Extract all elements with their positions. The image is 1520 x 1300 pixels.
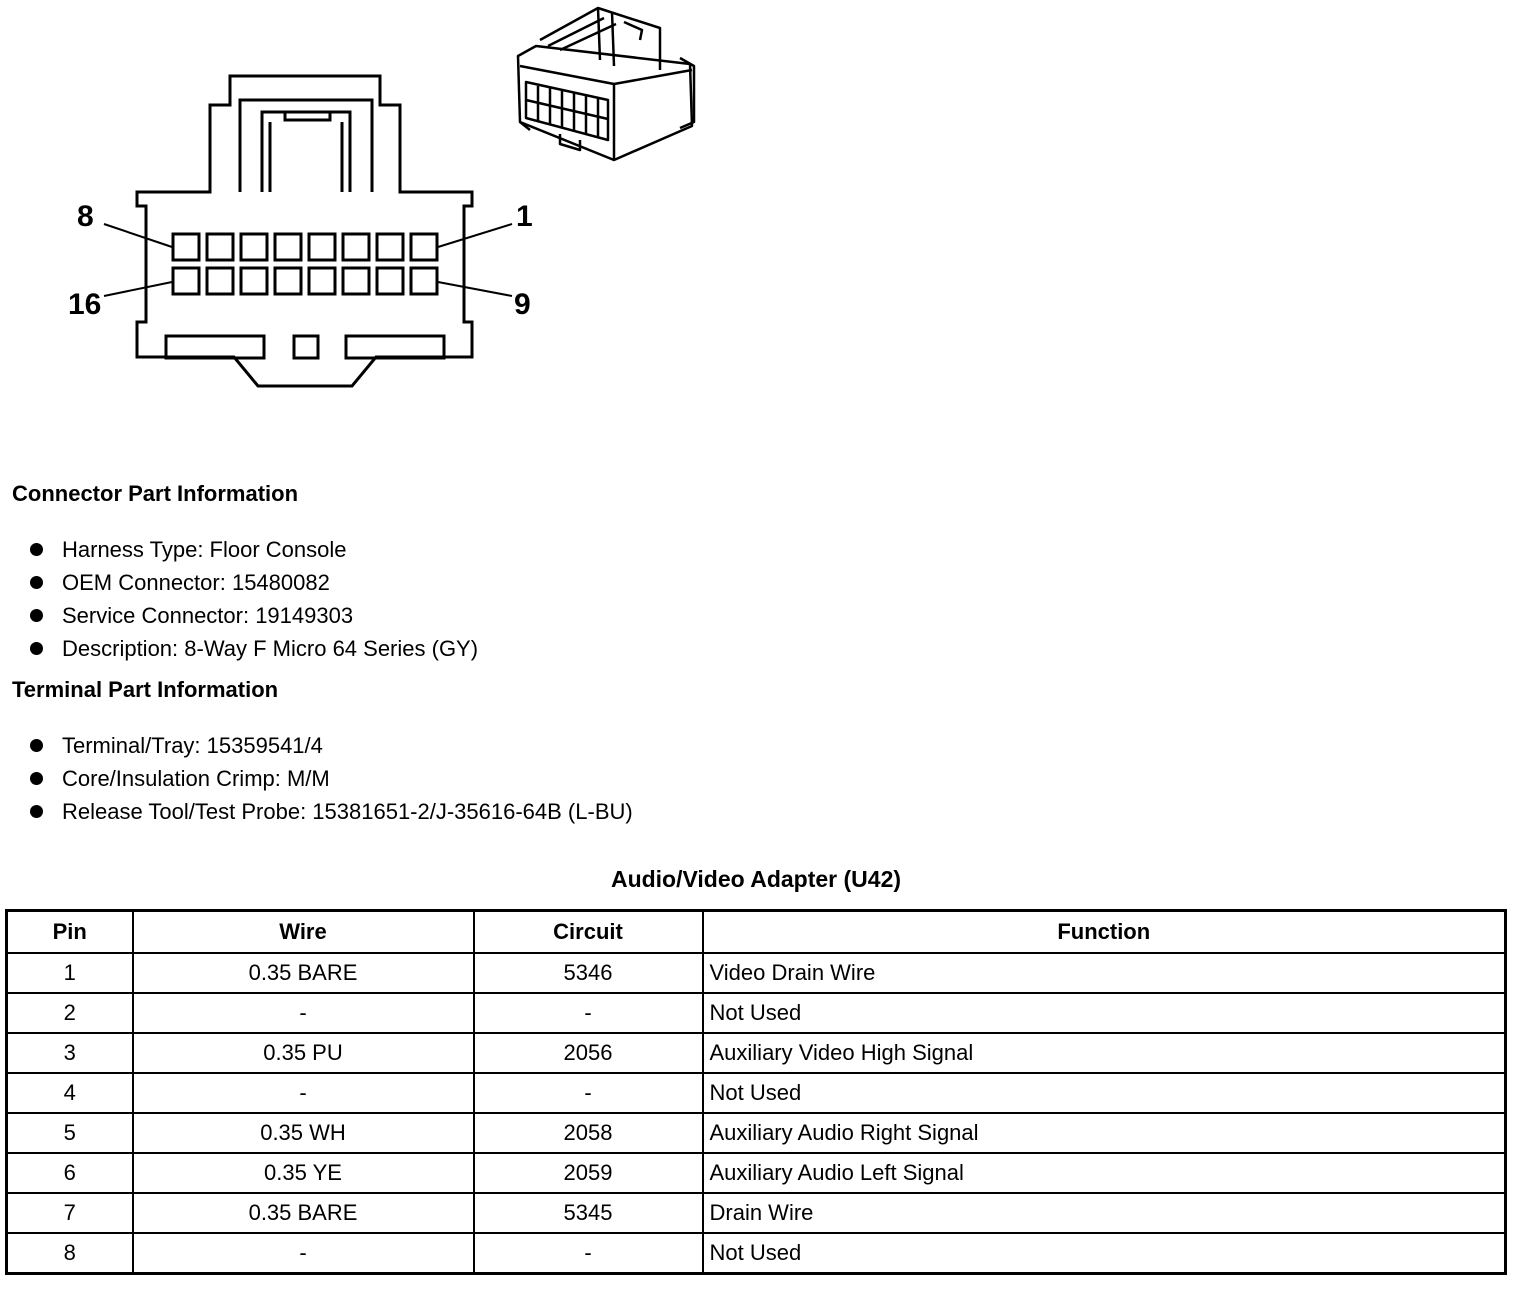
cell-pin: 5	[7, 1113, 133, 1153]
cell-wire: -	[133, 1073, 474, 1113]
list-item: Terminal/Tray: 15359541/4	[30, 729, 633, 762]
bullet-icon	[30, 739, 43, 752]
pin-cavity	[173, 234, 199, 260]
pin-cavity	[173, 268, 199, 294]
pin-cavity	[309, 268, 335, 294]
cell-circuit: 2059	[474, 1153, 703, 1193]
cell-circuit: 2058	[474, 1113, 703, 1153]
table-title: Audio/Video Adapter (U42)	[610, 866, 902, 892]
column-header-circuit: Circuit	[474, 911, 703, 954]
cell-wire: -	[133, 993, 474, 1033]
cell-pin: 3	[7, 1033, 133, 1073]
cell-circuit: 5345	[474, 1193, 703, 1233]
connector-3d-view	[518, 8, 694, 160]
table-row	[7, 1233, 1506, 1274]
cell-pin: 7	[7, 1193, 133, 1233]
cell-wire: 0.35 WH	[133, 1113, 474, 1153]
bullet-icon	[30, 805, 43, 818]
bottom-key-left	[166, 336, 264, 358]
list-item: Harness Type: Floor Console	[30, 533, 478, 566]
pin-label-16: 16	[68, 288, 102, 321]
list-item: Core/Insulation Crimp: M/M	[30, 762, 633, 795]
cell-pin: 6	[7, 1153, 133, 1193]
cell-wire: 0.35 YE	[133, 1153, 474, 1193]
cell-pin: 4	[7, 1073, 133, 1113]
pin-table	[5, 909, 1507, 1275]
leader-line-1	[438, 224, 512, 247]
cell-function: Drain Wire	[703, 1193, 1506, 1233]
cell-function: Video Drain Wire	[703, 953, 1506, 993]
cell-function: Not Used	[703, 1073, 1506, 1113]
cell-function: Auxiliary Audio Left Signal	[703, 1153, 1506, 1193]
bullet-icon	[30, 642, 43, 655]
pin-cavity	[411, 234, 437, 260]
bullet-icon	[30, 576, 43, 589]
pin-cavity	[377, 268, 403, 294]
cell-pin: 2	[7, 993, 133, 1033]
pin-cavity	[309, 234, 335, 260]
cell-circuit: -	[474, 1073, 703, 1113]
cell-function: Not Used	[703, 1233, 1506, 1274]
bottom-key-right	[346, 336, 444, 358]
pin-cavity	[411, 268, 437, 294]
cell-function: Auxiliary Audio Right Signal	[703, 1113, 1506, 1153]
cell-circuit: 2056	[474, 1033, 703, 1073]
pin-cavity	[343, 268, 369, 294]
cell-pin: 1	[7, 953, 133, 993]
connector-info-heading: Connector Part Information	[12, 481, 299, 506]
table-row	[7, 1113, 1506, 1153]
pin-cavity	[207, 268, 233, 294]
cell-wire: 0.35 PU	[133, 1033, 474, 1073]
list-item: Release Tool/Test Probe: 15381651-2/J-35616-64B (L-BU)	[30, 795, 633, 828]
connector-info-list	[30, 533, 478, 665]
pin-cavity	[241, 268, 267, 294]
table-row	[7, 1193, 1506, 1233]
terminal-info-list	[30, 729, 633, 828]
table-row	[7, 993, 1506, 1033]
bottom-key-center	[294, 336, 318, 358]
pin-label-9: 9	[514, 288, 531, 321]
table-row	[7, 953, 1506, 993]
leader-line-8	[104, 224, 172, 247]
cell-function: Auxiliary Video High Signal	[703, 1033, 1506, 1073]
leader-line-16	[104, 282, 172, 296]
bullet-icon	[30, 543, 43, 556]
pin-label-1: 1	[516, 200, 533, 233]
cell-circuit: 5346	[474, 953, 703, 993]
cell-function: Not Used	[703, 993, 1506, 1033]
cell-wire: 0.35 BARE	[133, 1193, 474, 1233]
cell-pin: 8	[7, 1233, 133, 1274]
cell-circuit: -	[474, 1233, 703, 1274]
pin-label-8: 8	[77, 200, 94, 233]
connector-diagram	[0, 0, 720, 400]
cavity-row-bottom	[173, 268, 437, 294]
pin-cavity	[275, 234, 301, 260]
table-row	[7, 1153, 1506, 1193]
column-header-wire: Wire	[133, 911, 474, 954]
bullet-icon	[30, 772, 43, 785]
list-item: OEM Connector: 15480082	[30, 566, 478, 599]
pin-cavity	[343, 234, 369, 260]
pin-cavity	[275, 268, 301, 294]
leader-line-9	[438, 282, 512, 296]
pin-cavity	[207, 234, 233, 260]
cell-wire: -	[133, 1233, 474, 1274]
terminal-info-heading: Terminal Part Information	[12, 677, 279, 702]
table-row	[7, 1033, 1506, 1073]
pin-cavity	[241, 234, 267, 260]
list-item: Service Connector: 19149303	[30, 599, 478, 632]
column-header-function: Function	[703, 911, 1506, 954]
column-header-pin: Pin	[7, 911, 133, 954]
table-row	[7, 1073, 1506, 1113]
list-item: Description: 8-Way F Micro 64 Series (GY)	[30, 632, 478, 665]
connector-latch	[240, 100, 372, 192]
bullet-icon	[30, 609, 43, 622]
connector-housing-outline	[137, 76, 472, 386]
cell-wire: 0.35 BARE	[133, 953, 474, 993]
pin-cavity	[377, 234, 403, 260]
table-header-row	[7, 911, 1506, 954]
cell-circuit: -	[474, 993, 703, 1033]
connector-latch-inner	[262, 112, 350, 192]
cavity-row-top	[173, 234, 437, 260]
